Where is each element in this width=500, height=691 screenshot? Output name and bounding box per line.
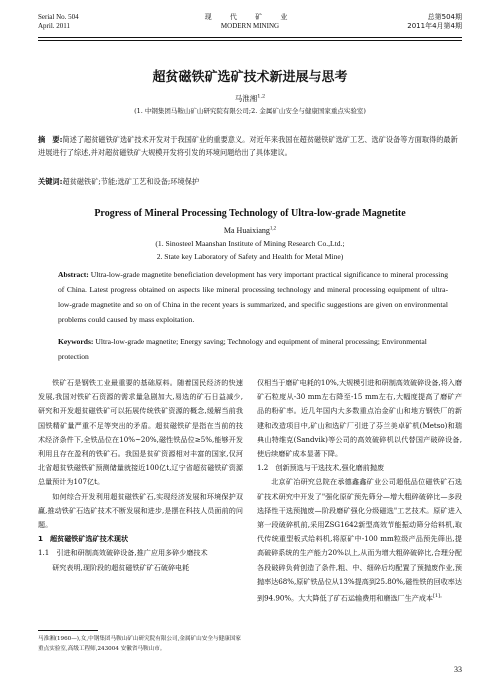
header-rule <box>38 37 462 38</box>
keywords-en <box>58 334 448 364</box>
body-text: 北京矿冶研究总院在承德鑫鑫矿业公司超低品位磁铁矿石选矿技术研究中开发了"强化原矿预先筛分—增大粗碎破碎比—多段选择性干选预抛废—阶段磨矿强化分级磁选"工艺技术。原矿进入第一段破碎机前,采用ZSG1642新型高效节能振动筛分给料机,取代传统重型板式给料机,将原矿中-100 mm粒级产品预先筛出,提高破碎系统的生产能力20%以上,从而为增大粗碎破碎比,合理分配各段破碎负荷创造了条件,粗、中、细碎后均配置了预抛废作业,预抛率达68%,原矿铁品位从13%提高到25.80%,磁性铁的回收率达到94.90%。大大降低了矿石运输费用和磨选厂生产成本 <box>257 477 462 603</box>
author-en <box>0 226 500 235</box>
body-paragraph: 铁矿石是钢铁工业最重要的基础原料。随着国民经济的快速发展,我国对铁矿石资源的需求量急剧加大,易选的矿石日益减少,研究和开发超贫磁铁矿可以拓展传统铁矿资源的概念,缓解当前我国铁精矿量严重不足等突出的矛盾。超贫磁铁矿是指在当前的技术经济条件下,全铁品位在10%~20%,磁性铁品位≥5%,能够开发利用且存在盈利的铁矿石。我国是贫矿资源相对丰富的国家,仅河北省超贫铁磁铁矿预测储量就接近100亿t,辽宁省超贫磁铁矿资源总量预计为107亿t。 <box>38 378 243 487</box>
keywords-en-label: Keywords: <box>58 337 94 346</box>
body-paragraph: 仅相当于磨矿电耗的10%,大规模引进和研制高效破碎设备,将入磨矿石粒度从-30 mm左右降至-15 mm左右,大幅度提高了磨矿产品的粉矿率。近几年国内大多数重点冶金矿山和地方钢铁厂的新建和改造项目中,矿山和选矿厂引进了芬兰美卓矿机(Metso)和瑞典山特维克(Sandvik)等公司的高效破碎机以代替国产破碎设备,使后续磨矿成本显著下降。 <box>257 378 462 459</box>
abstract-cn-text: 简述了超贫磁铁矿选矿技术开发对于我国矿业的重要意义。对近年来我国在超贫磁铁矿选矿工艺、选矿设备等方面取得的最新进展进行了综述,并对超贫磁铁矿大规模开发将引发的环境问题给出了具体建议。 <box>38 135 458 157</box>
body-paragraph: 研究表明,现阶段的超贫磁铁矿矿石破碎电耗 <box>52 562 190 572</box>
body-column-right <box>257 376 462 606</box>
body-column-left <box>38 376 243 575</box>
affiliation-en-1: (1. Sinosteel Maanshan Institute of Mining Research Co.,Ltd.; <box>155 239 345 248</box>
author-sup-cn: 1,2 <box>257 93 266 100</box>
keywords-cn-text: 超贫磁铁矿;节能;选矿工艺和设备;环境保护 <box>62 177 200 186</box>
body-paragraph <box>257 475 462 605</box>
abstract-en-label: Abstract: <box>58 270 89 279</box>
abstract-cn <box>38 133 462 159</box>
keywords-cn-label: 关键词: <box>38 177 63 186</box>
footnote-rule <box>38 630 98 631</box>
issue-date-en: April. 2011 <box>38 22 71 30</box>
author-name-en: Ma Huaixiang <box>223 226 270 235</box>
affiliation-cn: (1. 中钢集团马鞍山矿山研究院有限公司;2. 金属矿山安全与健康国家重点实验室) <box>134 107 366 115</box>
abstract-en <box>58 267 448 327</box>
issue-date-cn: 2011年4月第4期 <box>407 22 462 30</box>
article-title-en: Progress of Mineral Processing Technology of Ultra-low-grade Magnetite <box>94 208 406 219</box>
journal-name-en: MODERN MINING <box>220 22 280 30</box>
keywords-cn <box>38 176 462 187</box>
affiliation-en-2: 2. State key Laboratory of Safety and Health for Metal Mine) <box>156 252 344 261</box>
citation-ref: [1]。 <box>433 593 446 600</box>
keywords-en-text: Ultra-low-grade magnetite; Energy saving; Technology and equipment of mineral processing; Environmental protection <box>58 337 427 361</box>
journal-name-cn: 现 代 矿 业 <box>204 13 296 21</box>
header-rule-thin <box>38 40 462 41</box>
article-title-cn: 超贫磁铁矿选矿技术新进展与思考 <box>152 70 348 85</box>
abstract-en-text: Ultra-low-grade magnetite beneficiation development has very important practical significance to mineral processing of China. Latest progress obtained on aspects like mineral processing technology and mineral processing equipment of ultra-low-grade magnetite and so on of China in the recent years is summarized, and specific suggestions are given on environmental problems could caused by mass exploitation. <box>58 270 448 324</box>
header-right <box>407 13 462 31</box>
abstract-cn-label: 摘 要: <box>38 135 63 144</box>
issue-total: 总第504期 <box>427 13 462 21</box>
subsection-heading: 1.1 引进和研制高效破碎设备,推广应用多碎少磨技术 <box>38 548 208 558</box>
page-number: 33 <box>454 665 462 674</box>
body-paragraph: 如何综合开发利用超贫磁铁矿石,实现经济发展和环境保护双赢,推动铁矿石选矿技术不断发展和进步,是摆在科技人员面前的问题。 <box>38 491 243 530</box>
author-cn <box>0 93 500 104</box>
serial-number: Serial No. 504 <box>38 13 79 21</box>
subsection-heading: 1.2 创新预选与干选技术,强化磨前抛废 <box>257 463 385 473</box>
footnote-author: 马淮湘(1960—),女,中钢集团马鞍山矿山研究院有限公司,金属矿山安全与健康国家重点实验室,高级工程师,243004 安徽省马鞍山市。 <box>38 636 241 652</box>
author-sup-en: 1,2 <box>269 226 277 232</box>
section-heading: 1 超贫磁铁矿选矿技术现状 <box>38 534 129 544</box>
author-name-cn: 马淮湘 <box>234 94 258 103</box>
